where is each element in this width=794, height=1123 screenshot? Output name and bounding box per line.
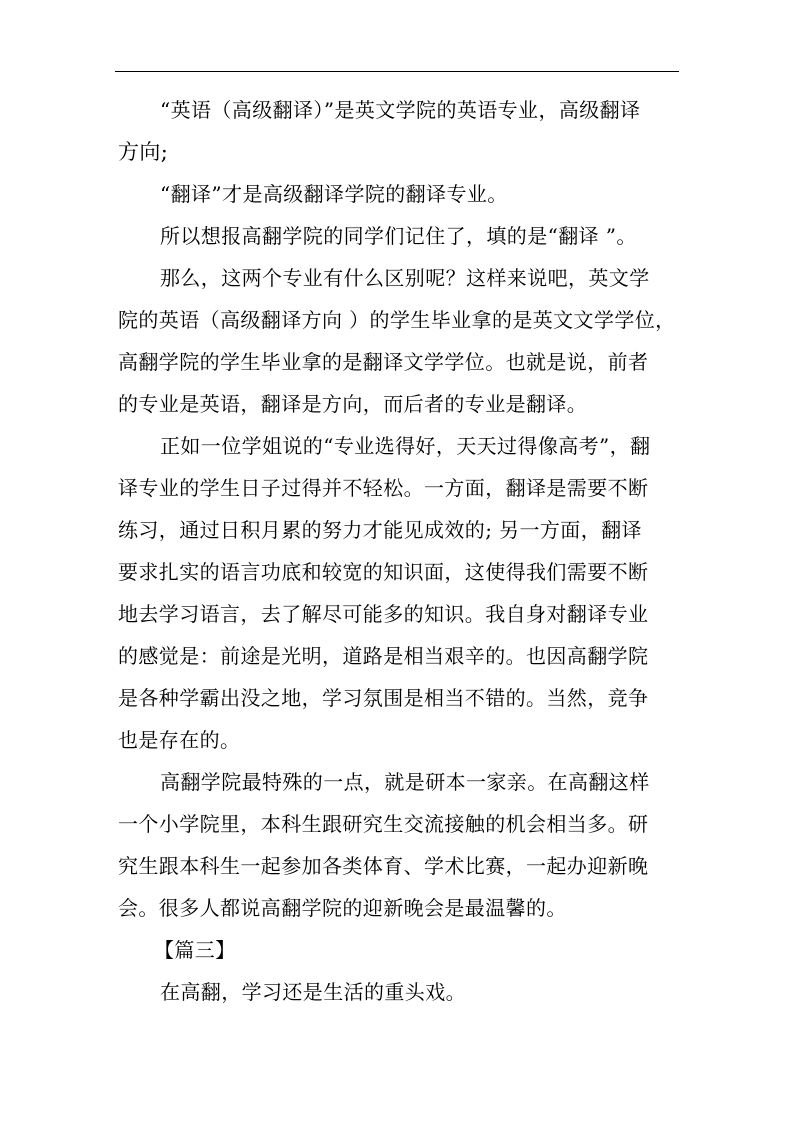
text-line: 所以想报高翻学院的同学们记住了，填的是“翻译 ”。: [160, 224, 637, 248]
text-line: 是各种学霸出没之地，学习氛围是相当不错的。当然，竞争: [118, 686, 649, 710]
text-line: 一个小学院里，本科生跟研究生交流接触的机会相当多。研: [118, 812, 649, 836]
text-line: 高翻学院的学生毕业拿的是翻译文学学位。也就是说，前者: [118, 350, 649, 374]
paragraph-5: [118, 425, 676, 761]
paragraph-3: [118, 215, 676, 257]
text-line: 的专业是英语，翻译是方向，而后者的专业是翻译。: [118, 392, 588, 416]
header-rule: [115, 71, 679, 72]
paragraph-6: [118, 761, 676, 929]
text-line: 练习，通过日积月累的努力才能见成效的; 另一方面，翻译: [118, 518, 642, 542]
text-line: 院的英语（高级翻译方向 ）的学生毕业拿的是英文文学学位，: [118, 308, 676, 332]
text-line: “英语（高级翻译）”是英文学院的英语专业，高级翻译: [160, 98, 641, 122]
text-line: 的感觉是：前途是光明，道路是相当艰辛的。也因高翻学院: [118, 644, 649, 668]
text-line: “翻译”才是高级翻译学院的翻译专业。: [160, 182, 508, 206]
section-heading-text: 【篇三】: [154, 938, 236, 962]
text-line: 正如一位学姐说的“专业选得好，天天过得像高考”，翻: [160, 434, 651, 458]
paragraph-7: [118, 971, 676, 1013]
text-line: 会。很多人都说高翻学院的迎新晚会是最温馨的。: [118, 896, 567, 920]
paragraph-1: [118, 89, 676, 173]
text-line: 在高翻，学习还是生活的重头戏。: [160, 980, 466, 1004]
paragraph-4: [118, 257, 676, 425]
text-line: 方向;: [118, 140, 169, 164]
text-line: 高翻学院最特殊的一点，就是研本一家亲。在高翻这样: [160, 770, 650, 794]
document-body: [118, 89, 676, 1013]
text-line: 那么，这两个专业有什么区别呢？这样来说吧，英文学: [160, 266, 650, 290]
text-line: 译专业的学生日子过得并不轻松。一方面，翻译是需要不断: [118, 476, 649, 500]
text-line: 究生跟本科生一起参加各类体育、学术比赛，一起办迎新晚: [118, 854, 649, 878]
text-line: 要求扎实的语言功底和较宽的知识面，这使得我们需要不断: [118, 560, 649, 584]
paragraph-2: [118, 173, 676, 215]
text-line: 也是存在的。: [118, 728, 241, 752]
text-line: 地去学习语言，去了解尽可能多的知识。我自身对翻译专业: [118, 602, 649, 626]
section-heading: [118, 929, 676, 971]
